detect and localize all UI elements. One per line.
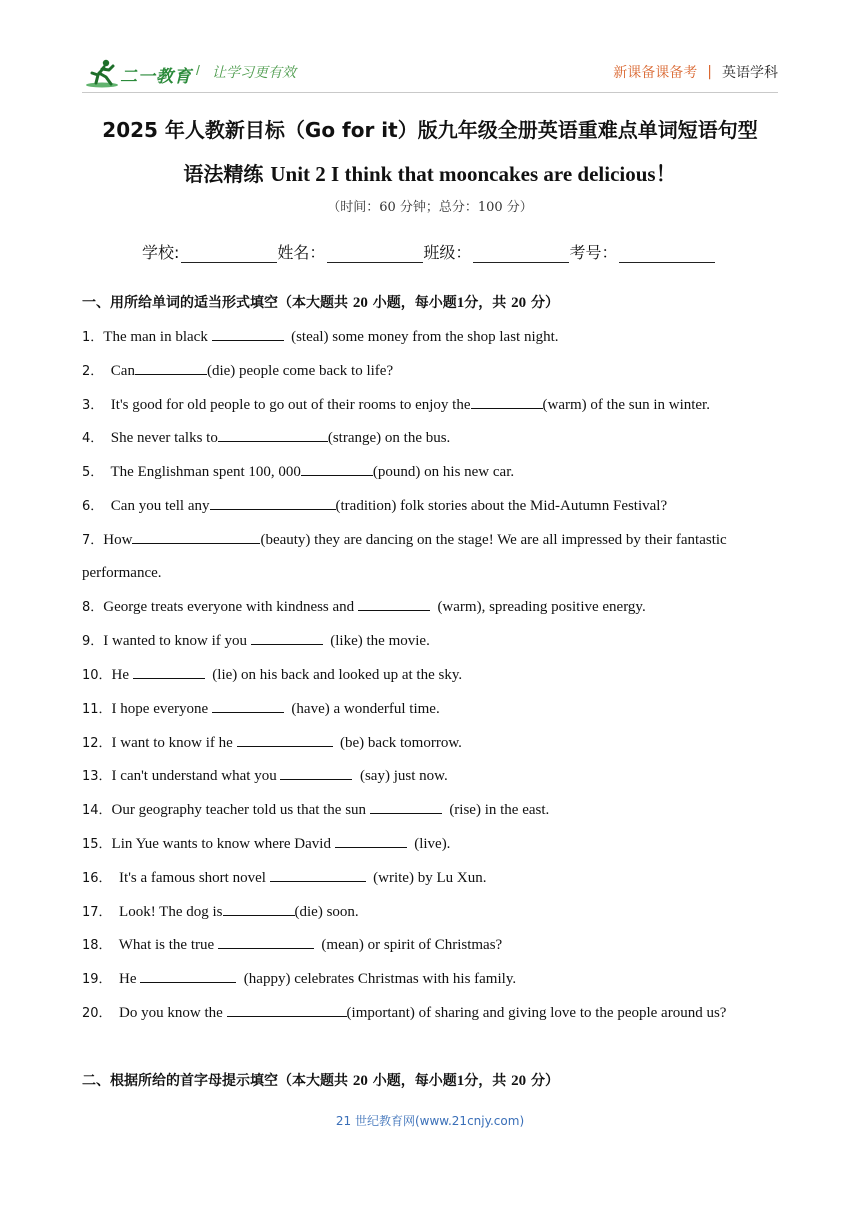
question-hint: (steal) some money from the shop last night.	[283, 329, 559, 345]
question-item	[82, 392, 782, 426]
student-info-row	[142, 240, 715, 263]
question-item	[82, 358, 782, 392]
unit-title: Unit 2 I think that mooncakes are delicious！	[270, 162, 677, 186]
answer-blank[interactable]	[212, 324, 284, 341]
logo-text: 二一教育	[120, 67, 192, 86]
answer-blank[interactable]	[140, 966, 236, 983]
answer-blank[interactable]	[135, 358, 207, 375]
question-hint: (have) a wonderful time.	[283, 700, 440, 717]
question-number: 15．	[82, 836, 112, 852]
question-list	[82, 324, 782, 1034]
question-item	[82, 730, 782, 764]
question-number: 7．	[82, 532, 104, 548]
logo	[84, 58, 194, 88]
header-divider	[82, 92, 778, 93]
question-hint: (live).	[406, 835, 451, 852]
question-text: It's a famous short novel	[111, 869, 270, 886]
question-number: 18．	[82, 938, 112, 954]
question-text: He	[111, 971, 141, 988]
question-number: 20．	[82, 1005, 112, 1021]
name-field	[277, 240, 423, 263]
document-title-line2	[60, 158, 800, 188]
question-number: 3．	[82, 397, 104, 413]
section-1-text-a: 一、用所给单词的适当形式填空（本大题共	[82, 295, 348, 311]
class-label: 班级：	[423, 243, 472, 262]
class-blank[interactable]	[473, 245, 569, 263]
section-1-text-d: 分）	[531, 295, 559, 311]
question-text: How	[103, 531, 133, 548]
question-text: I wanted to know if you	[103, 633, 251, 650]
section-1-text-c: 分，共	[464, 295, 507, 311]
section-1-each: 1	[456, 295, 465, 311]
answer-blank[interactable]	[227, 1000, 347, 1017]
question-item	[82, 527, 782, 561]
header-right	[613, 62, 778, 82]
question-number: 10．	[82, 667, 112, 683]
question-item	[82, 696, 782, 730]
question-hint: (like) the movie.	[322, 633, 430, 650]
question-text: The man in black	[103, 329, 212, 345]
question-number: 19．	[82, 972, 112, 988]
question-hint: (pound) on his new car.	[372, 464, 515, 481]
question-number: 5．	[82, 465, 104, 481]
question-hint: (die) soon.	[294, 903, 359, 920]
school-blank[interactable]	[181, 245, 277, 263]
question-item	[82, 561, 782, 595]
runner-logo-icon	[84, 58, 120, 88]
answer-blank[interactable]	[280, 763, 352, 780]
question-hint: (happy) celebrates Christmas with his family.	[236, 971, 517, 988]
section-2-text-b: 小题，每小题	[372, 1073, 457, 1089]
question-item	[82, 324, 782, 358]
question-hint: (die) people come back to life?	[206, 362, 394, 379]
question-text: Lin Yue wants to know where David	[111, 835, 335, 852]
section-2-total: 20	[511, 1073, 527, 1089]
question-text: It's good for old people to go out of their rooms to enjoy the	[103, 396, 471, 413]
question-number: 16．	[82, 870, 112, 886]
question-text: I hope everyone	[111, 700, 212, 717]
question-item	[82, 899, 782, 933]
question-item	[82, 763, 782, 797]
section-1-count: 20	[352, 295, 368, 311]
question-number: 1．	[82, 330, 104, 345]
header-tagline: 新课备课备考	[613, 65, 698, 81]
question-hint: (warm), spreading positive energy.	[429, 599, 646, 616]
question-item	[82, 628, 782, 662]
question-item	[82, 594, 782, 628]
question-number: 12．	[82, 735, 112, 751]
page-header	[0, 0, 860, 100]
question-text: performance.	[82, 564, 162, 581]
answer-blank[interactable]	[223, 899, 295, 916]
question-hint: (be) back tomorrow.	[332, 734, 462, 751]
name-blank[interactable]	[327, 245, 423, 263]
question-number: 2．	[82, 363, 104, 379]
subject-label: 英语学科	[722, 65, 778, 81]
question-hint: (mean) or spirit of Christmas?	[313, 937, 503, 954]
section-1-text-b: 小题，每小题	[372, 295, 457, 311]
answer-blank[interactable]	[301, 459, 373, 476]
answer-blank[interactable]	[212, 696, 284, 713]
question-text: I can't understand what you	[111, 768, 281, 785]
question-item	[82, 1000, 782, 1034]
question-item	[82, 662, 782, 696]
section-2-text-d: 分）	[531, 1073, 559, 1089]
question-hint: (tradition) folk stories about the Mid-Autumn Festival?	[335, 497, 668, 514]
header-separator: |	[707, 64, 712, 80]
class-field	[423, 240, 569, 263]
footer-source: 21 世纪教育网(www.21cnjy.com)	[335, 1114, 525, 1128]
question-text: Can	[103, 362, 135, 379]
question-item	[82, 459, 782, 493]
section-2-title	[82, 1070, 559, 1090]
question-number: 9．	[82, 634, 104, 650]
question-item	[82, 865, 782, 899]
question-item	[82, 425, 782, 459]
question-item	[82, 493, 782, 527]
question-item	[82, 966, 782, 1000]
answer-blank[interactable]	[358, 594, 430, 611]
answer-blank[interactable]	[237, 730, 333, 747]
exam-time-score: （时间：60 分钟；总分：100 分）	[327, 200, 533, 215]
section-1-title	[82, 292, 559, 312]
name-label: 姓名：	[277, 243, 326, 262]
question-number: 6．	[82, 498, 104, 514]
document-title: 2025 年人教新目标（Go for it）版九年级全册英语重难点单词短语句型	[102, 118, 758, 142]
section-2-each: 1	[456, 1073, 465, 1089]
question-hint: (lie) on his back and looked up at the sky.	[204, 666, 463, 683]
answer-blank[interactable]	[218, 425, 328, 442]
question-text: Do you know the	[111, 1004, 227, 1021]
title-cn: 语法精练	[183, 162, 264, 186]
number-label: 考号：	[569, 243, 618, 262]
question-hint: (write) by Lu Xun.	[365, 869, 487, 886]
question-item	[82, 932, 782, 966]
section-1-total: 20	[511, 295, 527, 311]
answer-blank[interactable]	[218, 932, 314, 949]
question-item	[82, 831, 782, 865]
question-number: 14．	[82, 803, 112, 819]
question-number: 13．	[82, 769, 112, 785]
answer-blank[interactable]	[132, 527, 260, 544]
question-number: 11．	[82, 701, 112, 717]
answer-blank[interactable]	[210, 493, 336, 510]
question-hint: (warm) of the sun in winter.	[542, 396, 710, 413]
question-hint: (say) just now.	[352, 768, 448, 785]
answer-blank[interactable]	[471, 392, 543, 409]
number-blank[interactable]	[619, 245, 715, 263]
question-text: The Englishman spent 100, 000	[103, 464, 301, 481]
question-text: She never talks to	[103, 430, 218, 447]
question-item	[82, 797, 782, 831]
question-hint: (beauty) they are dancing on the stage! We are all impressed by their fantastic	[260, 531, 727, 548]
section-2-count: 20	[352, 1073, 368, 1089]
answer-blank[interactable]	[270, 865, 366, 882]
school-field	[142, 240, 277, 263]
question-text: George treats everyone with kindness and	[103, 599, 358, 616]
school-label: 学校:	[142, 243, 180, 262]
question-hint: (important) of sharing and giving love to the people around us?	[346, 1004, 727, 1021]
question-hint: (rise) in the east.	[441, 802, 550, 819]
section-2-text-c: 分，共	[464, 1073, 507, 1089]
slogan-divider: /	[196, 62, 200, 78]
answer-blank[interactable]	[370, 797, 442, 814]
question-text: Our geography teacher told us that the sun	[111, 802, 370, 819]
answer-blank[interactable]	[335, 831, 407, 848]
question-text: Can you tell any	[103, 497, 210, 514]
section-2-text-a: 二、根据所给的首字母提示填空（本大题共	[82, 1073, 348, 1089]
question-hint: (strange) on the bus.	[327, 430, 451, 447]
question-number: 4．	[82, 431, 104, 447]
answer-blank[interactable]	[133, 662, 205, 679]
question-text: I want to know if he	[111, 734, 237, 751]
question-text: What is the true	[111, 937, 218, 954]
question-number: 17．	[82, 904, 112, 920]
slogan: 让学习更有效	[212, 65, 296, 81]
question-number: 8．	[82, 600, 104, 616]
answer-blank[interactable]	[251, 628, 323, 645]
question-text: He	[111, 666, 133, 683]
question-text: Look! The dog is	[111, 903, 223, 920]
number-field	[569, 240, 715, 263]
